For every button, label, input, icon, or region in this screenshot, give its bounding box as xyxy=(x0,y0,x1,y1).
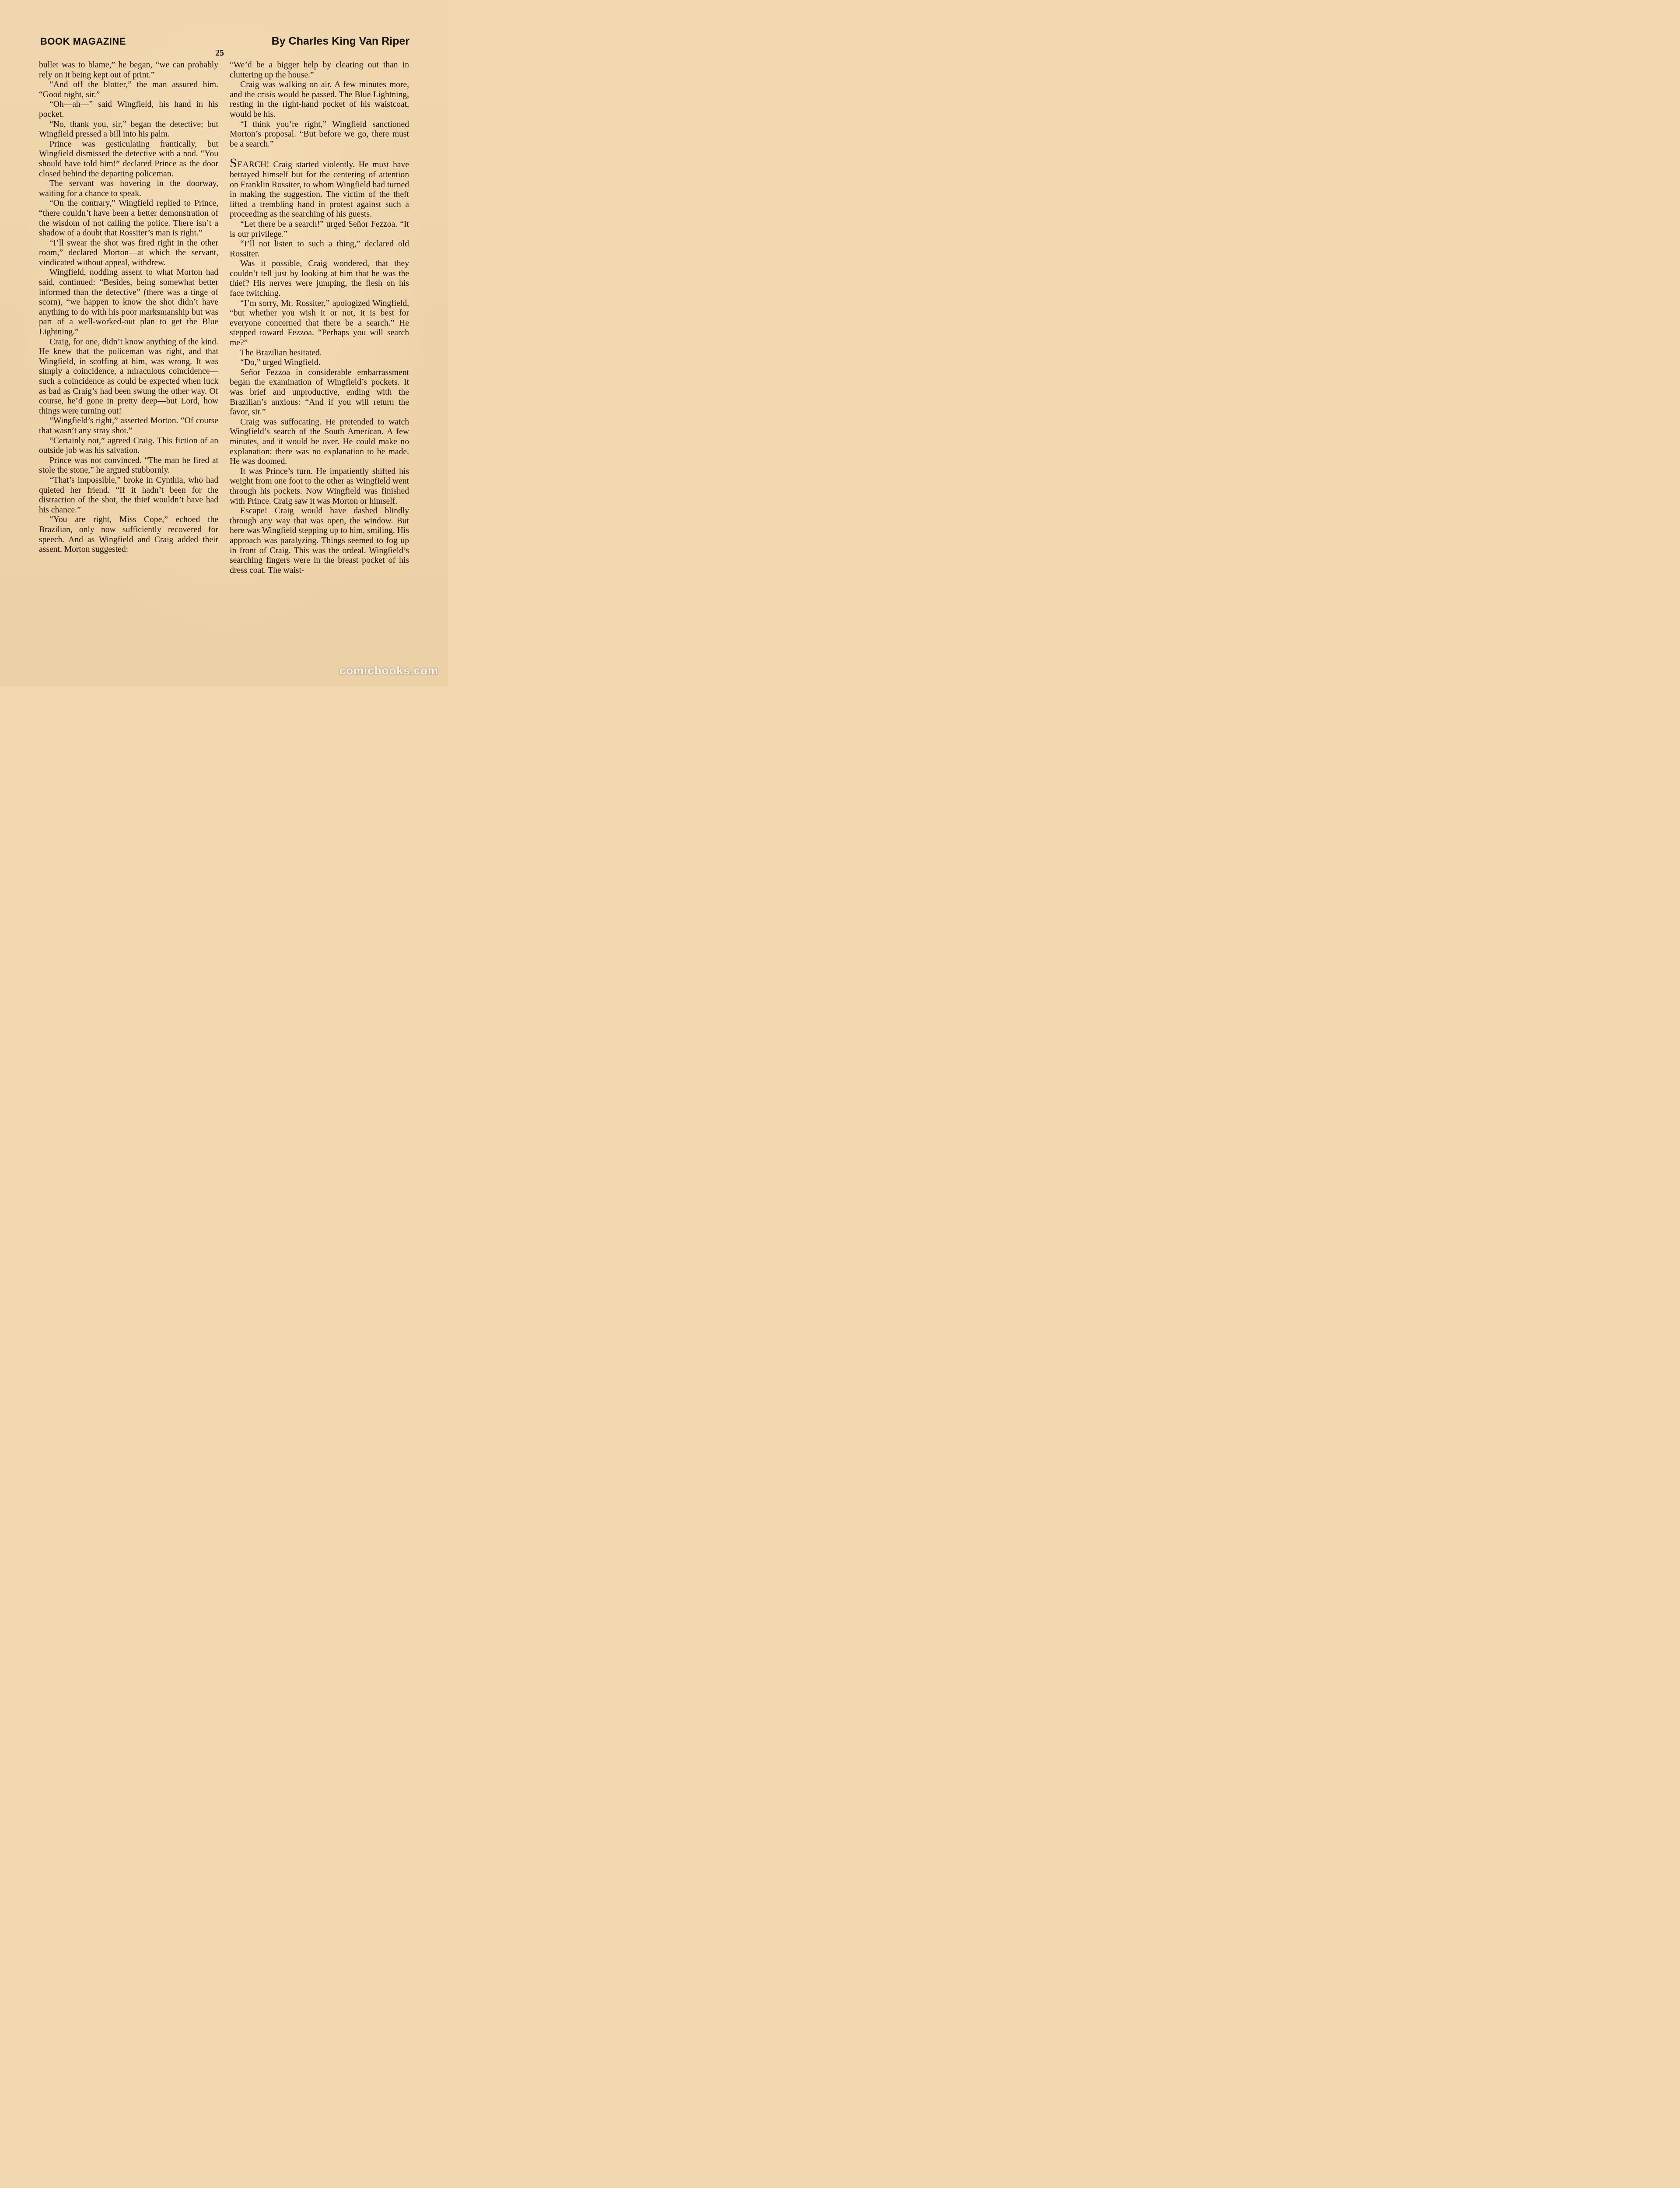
paragraph: It was Prince’s turn. He impatiently shifted his weight from one foot to the other as Wingfield went through his pockets. Now Wingfield was finished with Prince. Craig saw it was Morton or himself. xyxy=(230,466,409,506)
site-watermark: comicbooks.com xyxy=(339,664,438,677)
dropcap-paragraph xyxy=(230,156,409,220)
paragraph: Prince was gesticulating frantically, but Wingfield dismissed the detective with a nod. “You should have told him!” declared Prince as the door closed behind the departing policeman. xyxy=(39,139,218,179)
paragraph: “On the contrary,” Wingfield replied to Prince, “there couldn’t have been a better demonstration of the wisdom of not calling the police. There isn’t a shadow of a doubt that Rossiter’s man is right.” xyxy=(39,199,218,238)
page-number: 25 xyxy=(215,48,224,58)
running-head xyxy=(40,36,410,51)
paragraph: Prince was not convinced. “The man he fired at stole the stone,” he argued stubbornly. xyxy=(39,456,218,475)
magazine-title: BOOK MAGAZINE xyxy=(40,36,126,47)
paragraph: bullet was to blame,” he began, “we can probably rely on it being kept out of print.” xyxy=(39,60,218,80)
paragraph: “I think you’re right,” Wingfield sanctioned Morton’s proposal. “But before we go, there must be a search.” xyxy=(230,119,409,149)
paragraph: “We’d be a bigger help by clearing out than in cluttering up the house.” xyxy=(230,60,409,80)
paragraph: “Let there be a search!” urged Señor Fezzoa. “It is our privilege.” xyxy=(230,219,409,239)
right-column xyxy=(230,60,409,575)
paragraph: Craig, for one, didn’t know anything of the kind. He knew that the policeman was right, and that Wingfield, in scoffing at him, was wrong. It was simply a coincidence, a miraculous coincidence—such a coincidence as could be expected when luck as bad as Craig’s had been swung the other way. Of course, he’d gone in pretty deep—but Lord, how things were turning out! xyxy=(39,337,218,416)
author-byline: By Charles King Van Riper xyxy=(271,35,410,47)
paragraph: Wingfield, nodding assent to what Morton had said, continued: “Besides, being somewhat better informed than the detective” (there was a tinge of scorn), “we happen to know the shot didn’t have anything to do with his poor marksmanship but was part of a well-worked-out plan to get the Blue Lightning.” xyxy=(39,268,218,337)
paragraph: “You are right, Miss Cope,” echoed the Brazilian, only now sufficiently recovered for speech. And as Wingfield and Craig added their assent, Morton suggested: xyxy=(39,515,218,554)
paragraph: Craig was suffocating. He pretended to watch Wingfield’s search of the South American. A few minutes, and it would be over. He could make no explanation: there was no explanation to be made. He was doomed. xyxy=(230,417,409,466)
paragraph: Was it possible, Craig wondered, that they couldn’t tell just by looking at him that he was the thief? His nerves were jumping, the flesh on his face twitching. xyxy=(230,259,409,298)
paragraph: “I’ll not listen to such a thing,” declared old Rossiter. xyxy=(230,239,409,259)
paragraph: “Wingfield’s right,” asserted Morton. “Of course that wasn’t any stray shot.” xyxy=(39,416,218,435)
paragraph: “And off the blotter,” the man assured him. “Good night, sir.” xyxy=(39,80,218,99)
paragraph: “No, thank you, sir,” began the detective; but Wingfield pressed a bill into his palm. xyxy=(39,119,218,139)
paragraph: “Certainly not,” agreed Craig. This fiction of an outside job was his salvation. xyxy=(39,436,218,456)
paragraph: “I’ll swear the shot was fired right in the other room,” declared Morton—at which the servant, vindicated without appeal, withdrew. xyxy=(39,238,218,267)
paragraph: “That’s impossible,” broke in Cynthia, who had quieted her friend. “If it hadn’t been for the distraction of the shot, the thief wouldn’t have had his chance.” xyxy=(39,475,218,515)
paragraph: “Oh—ah—” said Wingfield, his hand in his pocket. xyxy=(39,100,218,119)
paragraph: “Do,” urged Wingfield. xyxy=(240,358,321,368)
section-break xyxy=(230,149,409,159)
paragraph: Craig was walking on air. A few minutes more, and the crisis would be passed. The Blue Lightning, resting in the right-hand pocket of his waistcoat, would be his. xyxy=(230,80,409,119)
paragraph: “I’m sorry, Mr. Rossiter,” apologized Wingfield, “but whether you wish it or not, it is best for everyone concerned that there be a search.” He stepped toward Fezzoa. “Perhaps you will search me?” xyxy=(230,298,409,348)
paragraph: Escape! Craig would have dashed blindly through any way that was open, the window. But here was Wingfield stepping up to him, smiling. His approach was paralyzing. Things seemed to fog up in front of Craig. This was the ordeal. Wingfield’s searching fingers were in the breast pocket of his dress coat. The waist- xyxy=(230,506,409,575)
magazine-page xyxy=(0,0,448,686)
left-column xyxy=(39,60,218,555)
paragraph: The servant was hovering in the doorway, waiting for a chance to speak. xyxy=(39,179,218,198)
paragraph: The Brazilian hesitated. xyxy=(240,348,322,358)
paragraph: Señor Fezzoa in considerable embarrassment began the examination of Wingfield’s pockets. It was brief and unproductive, ending with the Brazilian’s anxious: “And if you will return the favor, sir.” xyxy=(230,368,409,417)
drop-cap: S xyxy=(230,156,237,171)
dropcap-paragraph-text: EARCH! Craig started violently. He must have betrayed himself but for the centering of attention on Franklin Rossiter, to whom Wingfield had turned in making the suggestion. The victim of the theft lifted a trembling hand in protest against such a proceeding as the searching of his guests. xyxy=(230,160,409,219)
